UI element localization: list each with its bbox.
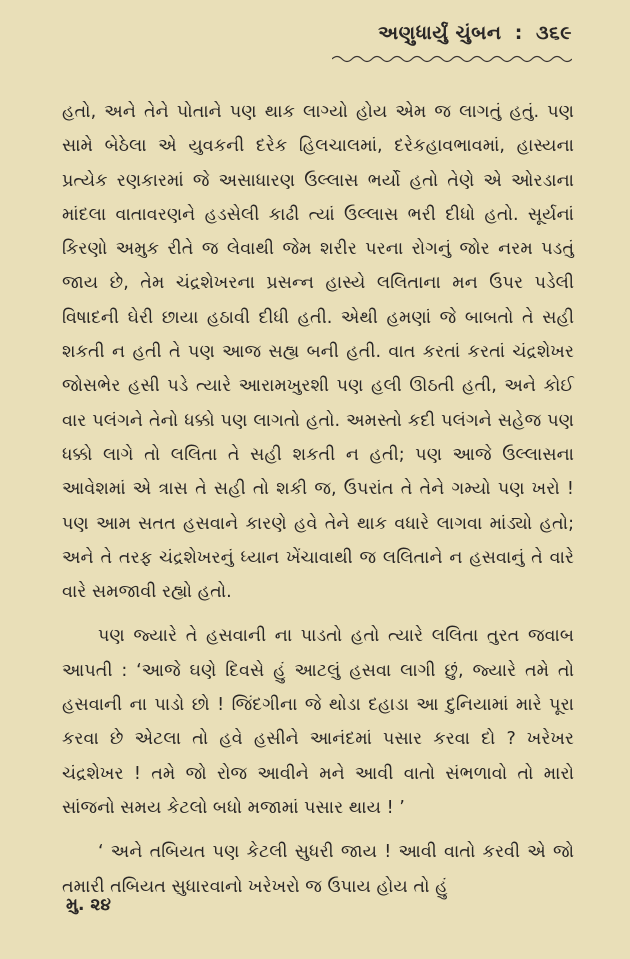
paragraph-2: પણ જ્યારે તે હસવાની ના પાડતો હતો ત્યારે લલિતા તુરત જવાબ આપતી : ‘આજે ઘણે દિવસે હું આટલું હસવા લાગી છું, જ્યારે તમે તો હસવાની ના પાડો છો ! જિંદગીના જે થોડા દહાડા આ દુનિયામાં મારે પૂરા કરવા છે એટલા તો હવે હસીને આનંદમાં પસાર કરવા દો ? ખરેખર ચંદ્રશેખર ! તમે જો રોજ આવીને મને આવી વાતો સંભળાવો તો મારો સાંજનો સમય કેટલો બધો મજામાં પસાર થાય ! ’ — [62, 626, 574, 818]
paragraph-3: ‘ અને તબિયત પણ કેટલી સુધરી જાય ! આવી વાતો કરવી એ જો તમારી તબિયત સુધારવાનો ખરેખરો જ ઉપાય હોય તો હું — [62, 842, 574, 897]
paragraph-1: હતો, અને તેને પોતાને પણ થાક લાગ્યો હોય એમ જ લાગતું હતું. પણ સામે બેઠેલા એ યુવકની દરેક હિલચાલમાં, દરેકહાવભાવમાં, હાસ્યના પ્રત્યેક રણકારમાં જે અસાધારણ ઉલ્લાસ ભર્યો હતો તેણે એ ઓરડાના માંદલા વાતાવરણને હડસેલી કાઢી ત્યાં ઉલ્લાસ ભરી દીધો હતો. સૂર્યનાં કિરણો અમુક રીતે જ લેવાથી જેમ શરીર પરના રોગનું જોર નરમ પડતું જાય છે, તેમ ચંદ્રશેખરના પ્રસન્ન હાસ્યે લલિતાના મન ઉપર પડેલી વિષાદની ઘેરી છાયા હઠાવી દીધી હતી. એથી હમણાં જે બાબતો તે સહી શકતી ન હતી તે પણ આજ સહ્ય બની હતી. વાત કરતાં કરતાં ચંદ્રશેખર જોસભેર હસી પડે ત્યારે આરામખુરશી પણ હલી ઊઠતી હતી, અને કોઈ વાર પલંગને તેનો ધક્કો પણ લાગતો હતો. અમસ્તો કદી પલંગને સહેજ પણ ધક્કો લાગે તો લલિતા તે સહી શકતી ન હતી; પણ આજે ઉલ્લાસના આવેશમાં એ ત્રાસ તે સહી તો શકી જ, ઉપરાંત તે તેને ગમ્યો પણ ખરો ! પણ આમ સતત હસવાને કારણે હવે તેને થાક વધારે લાગવા માંડ્યો હતો; અને તે તરફ ચંદ્રશેખરનું ધ્યાન ખેંચાવાથી જ લલિતાને ન હસવાનું તે વારે વારે સમજાવી રહ્યો હતો. — [62, 102, 574, 603]
page-body — [62, 95, 574, 904]
header-wavy-underline — [332, 54, 572, 64]
book-title: અણુધાર્યું ચુંબન — [378, 22, 502, 44]
header-separator: : — [514, 22, 523, 44]
printer-signature: મુ. ૨૪ — [66, 895, 111, 915]
page-number: ૩૬૯ — [535, 22, 572, 44]
running-header — [378, 22, 572, 44]
